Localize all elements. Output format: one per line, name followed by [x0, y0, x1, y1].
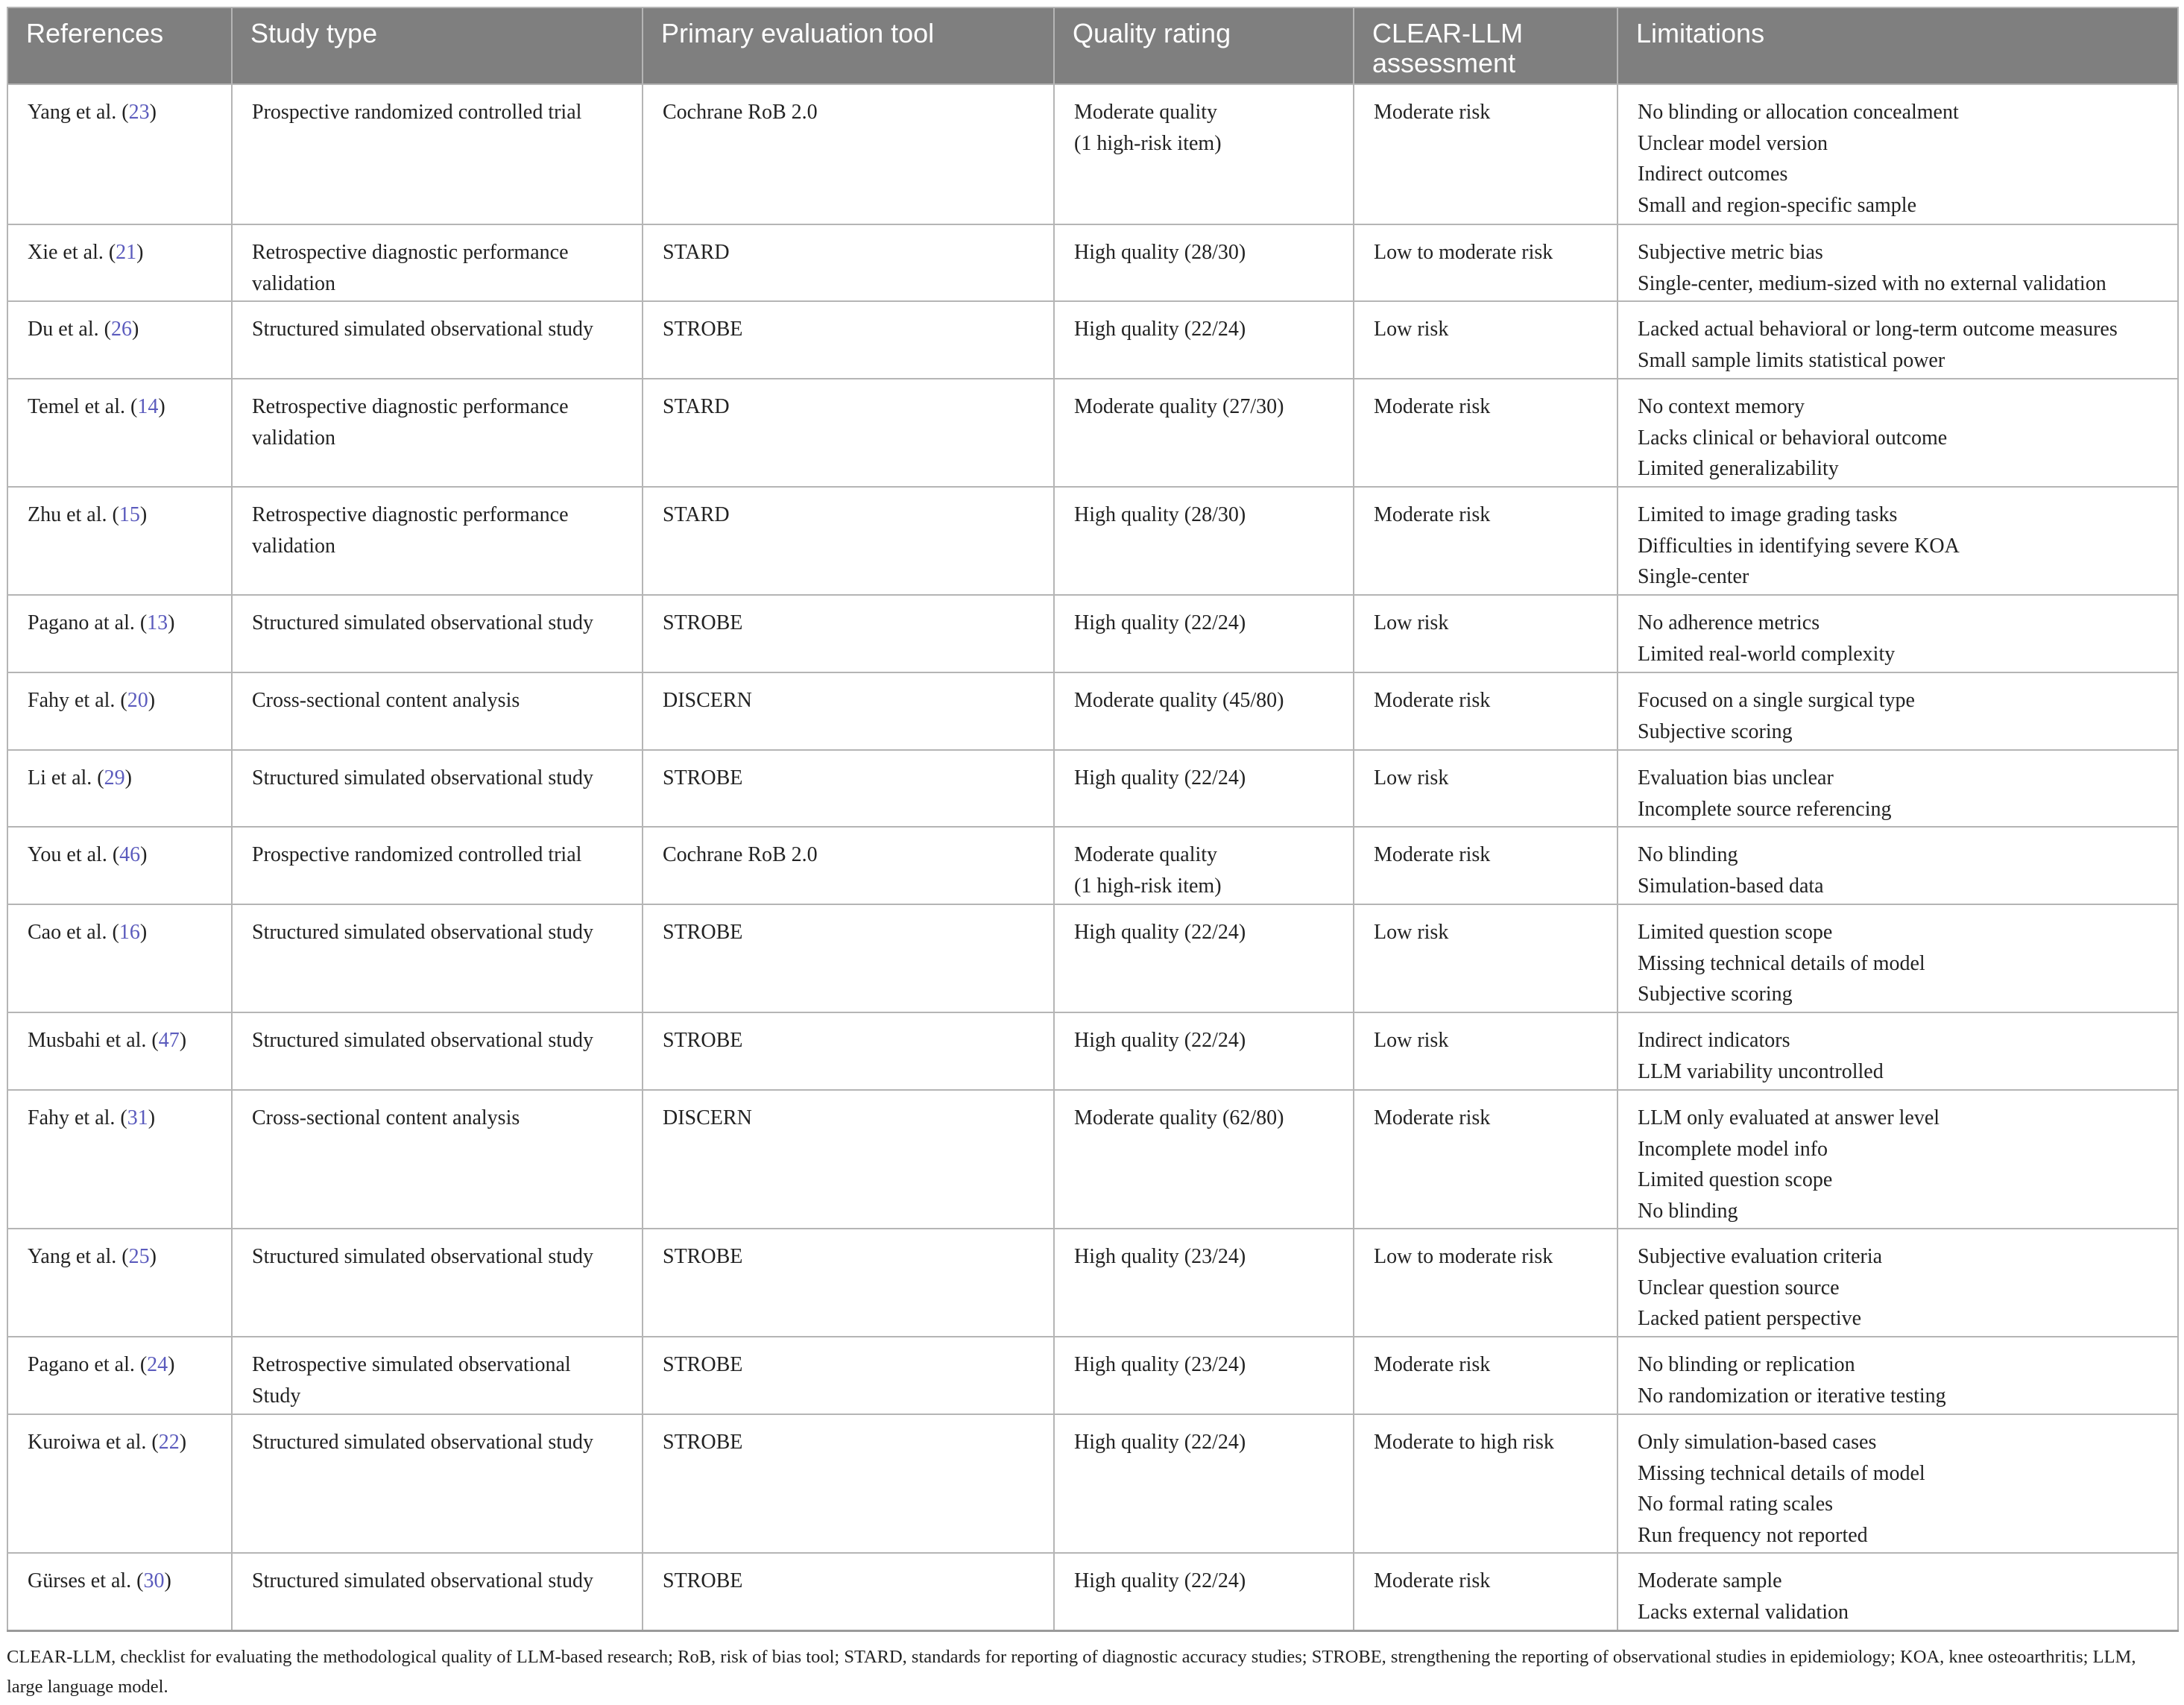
- reference-cell: [7, 224, 232, 301]
- author-close: ): [149, 1245, 157, 1268]
- study-type-cell: [232, 1553, 643, 1630]
- limitation-line: Missing technical details of model: [1638, 1461, 1925, 1485]
- evaluation-tool-cell: STARD: [643, 224, 1054, 301]
- study-type-cell: [232, 1414, 643, 1553]
- clear-llm-cell: Low risk: [1354, 301, 1618, 379]
- study-type-line: Structured simulated observational study: [252, 1569, 594, 1592]
- table-footnote: CLEAR-LLM, checklist for evaluating the methodological quality of LLM-based research; RoB, risk of bias tool; STARD, standards for reporting of diagnostic accuracy studies; STROBE, strengthening the reporting of observational studies in epidemiology; KOA, knee osteoarthritis; LLM, large language model.: [7, 1647, 2136, 1697]
- study-type-cell: [232, 224, 643, 301]
- quality-rating-cell: [1054, 84, 1354, 224]
- author-close: ): [148, 1106, 156, 1129]
- study-type-cell: [232, 595, 643, 672]
- limitations-cell: [1618, 487, 2178, 595]
- author-close: ): [168, 611, 175, 634]
- quality-rating-cell: [1054, 595, 1354, 672]
- study-type-line: Retrospective diagnostic performance: [252, 395, 569, 418]
- author-close: ): [179, 1029, 187, 1052]
- limitation-line: Indirect outcomes: [1638, 163, 1788, 186]
- table-row: [7, 84, 2178, 224]
- limitation-line: No randomization or iterative testing: [1638, 1384, 1946, 1408]
- limitation-line: No blinding: [1638, 1199, 1738, 1223]
- quality-rating-cell: [1054, 1090, 1354, 1229]
- reference-cell: [7, 827, 232, 904]
- author-close: ): [124, 766, 132, 790]
- evaluation-tool-cell: STARD: [643, 487, 1054, 595]
- citation-link[interactable]: 24: [147, 1353, 168, 1376]
- limitation-line: Limited question scope: [1638, 1168, 1833, 1191]
- clear-llm-cell: Moderate risk: [1354, 84, 1618, 224]
- study-type-line: Structured simulated observational study: [252, 921, 594, 944]
- citation-link[interactable]: 26: [110, 318, 132, 341]
- quality-rating-cell: [1054, 672, 1354, 750]
- evaluation-tool-cell: STROBE: [643, 1012, 1054, 1090]
- study-type-line: Structured simulated observational study: [252, 766, 594, 790]
- author-close: ): [168, 1353, 175, 1376]
- study-type-line: Cross-sectional content analysis: [252, 1106, 520, 1129]
- quality-rating-cell: [1054, 224, 1354, 301]
- limitations-cell: [1618, 379, 2178, 487]
- reference-cell: [7, 487, 232, 595]
- study-type-line: Study: [252, 1384, 301, 1408]
- author-text: Temel et al. (: [28, 395, 138, 418]
- limitation-line: Indirect indicators: [1638, 1029, 1790, 1052]
- quality-line: High quality (23/24): [1074, 1353, 1246, 1376]
- evaluation-tool-cell: STROBE: [643, 595, 1054, 672]
- header-references: References: [7, 7, 232, 84]
- study-type-cell: [232, 1090, 643, 1229]
- evaluation-tool-cell: STROBE: [643, 904, 1054, 1012]
- limitations-cell: [1618, 1337, 2178, 1414]
- author-text: Zhu et al. (: [28, 503, 119, 526]
- evaluation-tool-cell: STROBE: [643, 1414, 1054, 1553]
- quality-rating-cell: [1054, 827, 1354, 904]
- study-type-line: validation: [252, 534, 335, 558]
- limitation-line: LLM only evaluated at answer level: [1638, 1106, 1940, 1129]
- clear-llm-cell: Low to moderate risk: [1354, 224, 1618, 301]
- limitations-cell: [1618, 1414, 2178, 1553]
- limitation-line: Moderate sample: [1638, 1569, 1782, 1592]
- limitation-line: Evaluation bias unclear: [1638, 766, 1834, 790]
- quality-line: High quality (22/24): [1074, 611, 1246, 634]
- evaluation-tool-cell: STROBE: [643, 750, 1054, 827]
- study-type-line: Structured simulated observational study: [252, 1245, 594, 1268]
- citation-link[interactable]: 46: [119, 843, 141, 866]
- limitation-line: Lacks clinical or behavioral outcome: [1638, 426, 1948, 450]
- author-text: Cao et al. (: [28, 921, 119, 944]
- quality-line: Moderate quality (62/80): [1074, 1106, 1284, 1129]
- study-type-cell: [232, 1229, 643, 1337]
- limitations-cell: [1618, 904, 2178, 1012]
- table-container: [7, 7, 2177, 1632]
- table-row: [7, 1229, 2178, 1337]
- citation-link[interactable]: 20: [127, 689, 148, 712]
- limitation-line: LLM variability uncontrolled: [1638, 1059, 1884, 1083]
- clear-llm-cell: Moderate risk: [1354, 672, 1618, 750]
- evaluation-tool-cell: STROBE: [643, 1553, 1054, 1630]
- quality-line: (1 high-risk item): [1074, 131, 1222, 155]
- clear-llm-cell: Moderate risk: [1354, 1553, 1618, 1630]
- limitation-line: Incomplete source referencing: [1638, 797, 1892, 821]
- quality-assessment-table: [7, 7, 2179, 1632]
- limitation-line: Simulation-based data: [1638, 874, 1824, 898]
- quality-rating-cell: [1054, 750, 1354, 827]
- quality-line: High quality (23/24): [1074, 1245, 1246, 1268]
- quality-rating-cell: [1054, 487, 1354, 595]
- study-type-cell: [232, 672, 643, 750]
- limitations-cell: [1618, 595, 2178, 672]
- limitations-cell: [1618, 827, 2178, 904]
- quality-rating-cell: [1054, 301, 1354, 379]
- study-type-line: validation: [252, 426, 335, 450]
- study-type-cell: [232, 84, 643, 224]
- limitation-line: No blinding: [1638, 843, 1738, 866]
- citation-link[interactable]: 14: [137, 395, 159, 418]
- reference-cell: [7, 595, 232, 672]
- limitation-line: Unclear question source: [1638, 1276, 1840, 1299]
- citation-link[interactable]: 25: [128, 1245, 150, 1268]
- evaluation-tool-cell: Cochrane RoB 2.0: [643, 827, 1054, 904]
- limitation-line: No formal rating scales: [1638, 1493, 1834, 1516]
- reference-cell: [7, 1553, 232, 1630]
- citation-link[interactable]: 30: [143, 1569, 165, 1592]
- clear-llm-cell: Low risk: [1354, 750, 1618, 827]
- limitation-line: Small sample limits statistical power: [1638, 348, 1945, 372]
- author-text: Fahy et al. (: [28, 689, 127, 712]
- reference-cell: [7, 301, 232, 379]
- reference-cell: [7, 1090, 232, 1229]
- citation-link[interactable]: 16: [119, 921, 140, 944]
- table-row: [7, 750, 2178, 827]
- table-row: [7, 379, 2178, 487]
- evaluation-tool-cell: DISCERN: [643, 672, 1054, 750]
- reference-cell: [7, 379, 232, 487]
- quality-line: Moderate quality (27/30): [1074, 395, 1284, 418]
- quality-line: High quality (22/24): [1074, 921, 1246, 944]
- clear-llm-cell: Moderate to high risk: [1354, 1414, 1618, 1553]
- author-close: ): [136, 241, 144, 264]
- evaluation-tool-cell: STROBE: [643, 1337, 1054, 1414]
- author-text: You et al. (: [28, 843, 120, 866]
- quality-rating-cell: [1054, 904, 1354, 1012]
- limitation-line: No blinding or allocation concealment: [1638, 101, 1959, 124]
- reference-cell: [7, 1414, 232, 1553]
- limitations-cell: [1618, 84, 2178, 224]
- limitation-line: No adherence metrics: [1638, 611, 1820, 634]
- clear-llm-cell: Moderate risk: [1354, 487, 1618, 595]
- limitation-line: Limited to image grading tasks: [1638, 503, 1898, 526]
- limitations-cell: [1618, 1553, 2178, 1630]
- quality-line: Moderate quality (45/80): [1074, 689, 1284, 712]
- clear-llm-cell: Low risk: [1354, 904, 1618, 1012]
- limitation-line: Missing technical details of model: [1638, 951, 1925, 975]
- header-clear-llm: CLEAR-LLM assessment: [1354, 7, 1618, 84]
- author-close: ): [148, 689, 156, 712]
- table-row: [7, 301, 2178, 379]
- author-close: ): [131, 318, 139, 341]
- limitation-line: Small and region-specific sample: [1638, 193, 1916, 217]
- author-text: Musbahi et al. (: [28, 1029, 159, 1052]
- clear-llm-cell: Low to moderate risk: [1354, 1229, 1618, 1337]
- clear-llm-cell: Moderate risk: [1354, 379, 1618, 487]
- quality-line: High quality (22/24): [1074, 1029, 1246, 1052]
- limitations-cell: [1618, 1090, 2178, 1229]
- author-close: ): [158, 395, 165, 418]
- table-row: [7, 595, 2178, 672]
- limitation-line: Focused on a single surgical type: [1638, 689, 1915, 712]
- study-type-cell: [232, 827, 643, 904]
- table-row: [7, 672, 2178, 750]
- evaluation-tool-cell: STROBE: [643, 1229, 1054, 1337]
- limitations-cell: [1618, 672, 2178, 750]
- study-type-line: Retrospective diagnostic performance: [252, 503, 569, 526]
- limitation-line: Lacked patient perspective: [1638, 1307, 1862, 1330]
- author-text: Kuroiwa et al. (: [28, 1431, 159, 1454]
- study-type-cell: [232, 379, 643, 487]
- limitation-line: Subjective scoring: [1638, 719, 1793, 743]
- limitation-line: Single-center, medium-sized with no external validation: [1638, 271, 2106, 295]
- clear-llm-cell: Low risk: [1354, 1012, 1618, 1090]
- author-close: ): [179, 1431, 187, 1454]
- study-type-cell: [232, 301, 643, 379]
- study-type-line: validation: [252, 271, 335, 295]
- quality-line: High quality (22/24): [1074, 1431, 1246, 1454]
- table-row: [7, 1337, 2178, 1414]
- clear-llm-cell: Moderate risk: [1354, 827, 1618, 904]
- limitation-line: Run frequency not reported: [1638, 1523, 1868, 1547]
- limitation-line: No blinding or replication: [1638, 1353, 1855, 1376]
- study-type-cell: [232, 750, 643, 827]
- table-row: [7, 1414, 2178, 1553]
- table-row: [7, 487, 2178, 595]
- quality-rating-cell: [1054, 1229, 1354, 1337]
- table-row: [7, 224, 2178, 301]
- limitations-cell: [1618, 750, 2178, 827]
- limitation-line: Subjective metric bias: [1638, 241, 1823, 264]
- clear-llm-cell: Moderate risk: [1354, 1337, 1618, 1414]
- author-text: Xie et al. (: [28, 241, 116, 264]
- author-text: Pagano et al. (: [28, 1353, 148, 1376]
- quality-rating-cell: [1054, 1414, 1354, 1553]
- study-type-line: Prospective randomized controlled trial: [252, 101, 582, 124]
- limitation-line: No context memory: [1638, 395, 1805, 418]
- study-type-cell: [232, 1337, 643, 1414]
- author-close: ): [149, 101, 157, 124]
- limitation-line: Unclear model version: [1638, 131, 1828, 155]
- limitations-cell: [1618, 1229, 2178, 1337]
- study-type-line: Cross-sectional content analysis: [252, 689, 520, 712]
- quality-rating-cell: [1054, 379, 1354, 487]
- study-type-line: Retrospective simulated observational: [252, 1353, 571, 1376]
- table-body: [7, 84, 2178, 1630]
- limitation-line: Lacked actual behavioral or long-term outcome measures: [1638, 318, 2118, 341]
- quality-line: Moderate quality: [1074, 843, 1218, 866]
- study-type-cell: [232, 904, 643, 1012]
- citation-link[interactable]: 15: [119, 503, 140, 526]
- author-text: Du et al. (: [28, 318, 111, 341]
- study-type-cell: [232, 487, 643, 595]
- reference-cell: [7, 1012, 232, 1090]
- author-close: ): [164, 1569, 171, 1592]
- study-type-cell: [232, 1012, 643, 1090]
- table-row: [7, 1553, 2178, 1630]
- header-row: [7, 7, 2178, 84]
- evaluation-tool-cell: Cochrane RoB 2.0: [643, 84, 1054, 224]
- quality-rating-cell: [1054, 1337, 1354, 1414]
- evaluation-tool-cell: DISCERN: [643, 1090, 1054, 1229]
- evaluation-tool-cell: STARD: [643, 379, 1054, 487]
- author-text: Gürses et al. (: [28, 1569, 144, 1592]
- evaluation-tool-cell: STROBE: [643, 301, 1054, 379]
- author-text: Yang et al. (: [28, 101, 129, 124]
- header-study-type: Study type: [232, 7, 643, 84]
- clear-llm-cell: Moderate risk: [1354, 1090, 1618, 1229]
- limitations-cell: [1618, 1012, 2178, 1090]
- limitation-line: Limited real-world complexity: [1638, 642, 1896, 666]
- table-row: [7, 904, 2178, 1012]
- citation-link[interactable]: 21: [116, 241, 137, 264]
- quality-line: High quality (28/30): [1074, 241, 1246, 264]
- limitation-line: Subjective evaluation criteria: [1638, 1245, 1883, 1268]
- table-row: [7, 1090, 2178, 1229]
- limitations-cell: [1618, 224, 2178, 301]
- quality-line: Moderate quality: [1074, 101, 1218, 124]
- author-close: ): [139, 503, 148, 526]
- reference-cell: [7, 1337, 232, 1414]
- reference-cell: [7, 672, 232, 750]
- table-row: [7, 1012, 2178, 1090]
- quality-rating-cell: [1054, 1553, 1354, 1630]
- citation-link[interactable]: 29: [104, 766, 125, 790]
- limitation-line: Only simulation-based cases: [1638, 1431, 1877, 1454]
- quality-rating-cell: [1054, 1012, 1354, 1090]
- citation-link[interactable]: 22: [158, 1431, 180, 1454]
- quality-line: High quality (22/24): [1074, 1569, 1246, 1592]
- clear-llm-cell: Low risk: [1354, 595, 1618, 672]
- author-text: Pagano at al. (: [28, 611, 148, 634]
- author-text: Li et al. (: [28, 766, 104, 790]
- study-type-line: Structured simulated observational study: [252, 1029, 594, 1052]
- author-close: ): [140, 843, 148, 866]
- header-limitations: Limitations: [1618, 7, 2178, 84]
- quality-line: High quality (22/24): [1074, 318, 1246, 341]
- author-text: Fahy et al. (: [28, 1106, 127, 1129]
- limitation-line: Subjective scoring: [1638, 983, 1793, 1006]
- limitations-cell: [1618, 301, 2178, 379]
- citation-link[interactable]: 47: [158, 1029, 180, 1052]
- limitation-line: Incomplete model info: [1638, 1137, 1828, 1161]
- limitation-line: Single-center: [1638, 565, 1749, 588]
- author-text: Yang et al. (: [28, 1245, 129, 1268]
- study-type-line: Structured simulated observational study: [252, 1431, 594, 1454]
- reference-cell: [7, 84, 232, 224]
- reference-cell: [7, 750, 232, 827]
- citation-link[interactable]: 13: [147, 611, 168, 634]
- author-close: ): [139, 921, 148, 944]
- quality-line: High quality (28/30): [1074, 503, 1246, 526]
- quality-line: (1 high-risk item): [1074, 874, 1222, 898]
- limitation-line: Limited generalizability: [1638, 457, 1839, 480]
- study-type-line: Structured simulated observational study: [252, 611, 594, 634]
- citation-link[interactable]: 23: [128, 101, 150, 124]
- reference-cell: [7, 1229, 232, 1337]
- limitation-line: Lacks external validation: [1638, 1600, 1849, 1624]
- quality-line: High quality (22/24): [1074, 766, 1246, 790]
- citation-link[interactable]: 31: [127, 1106, 148, 1129]
- limitation-line: Limited question scope: [1638, 921, 1833, 944]
- limitation-line: Difficulties in identifying severe KOA: [1638, 534, 1960, 558]
- study-type-line: Structured simulated observational study: [252, 318, 594, 341]
- study-type-line: Retrospective diagnostic performance: [252, 241, 569, 264]
- study-type-line: Prospective randomized controlled trial: [252, 843, 582, 866]
- header-evaluation-tool: Primary evaluation tool: [643, 7, 1054, 84]
- table-row: [7, 827, 2178, 904]
- reference-cell: [7, 904, 232, 1012]
- header-quality-rating: Quality rating: [1054, 7, 1354, 84]
